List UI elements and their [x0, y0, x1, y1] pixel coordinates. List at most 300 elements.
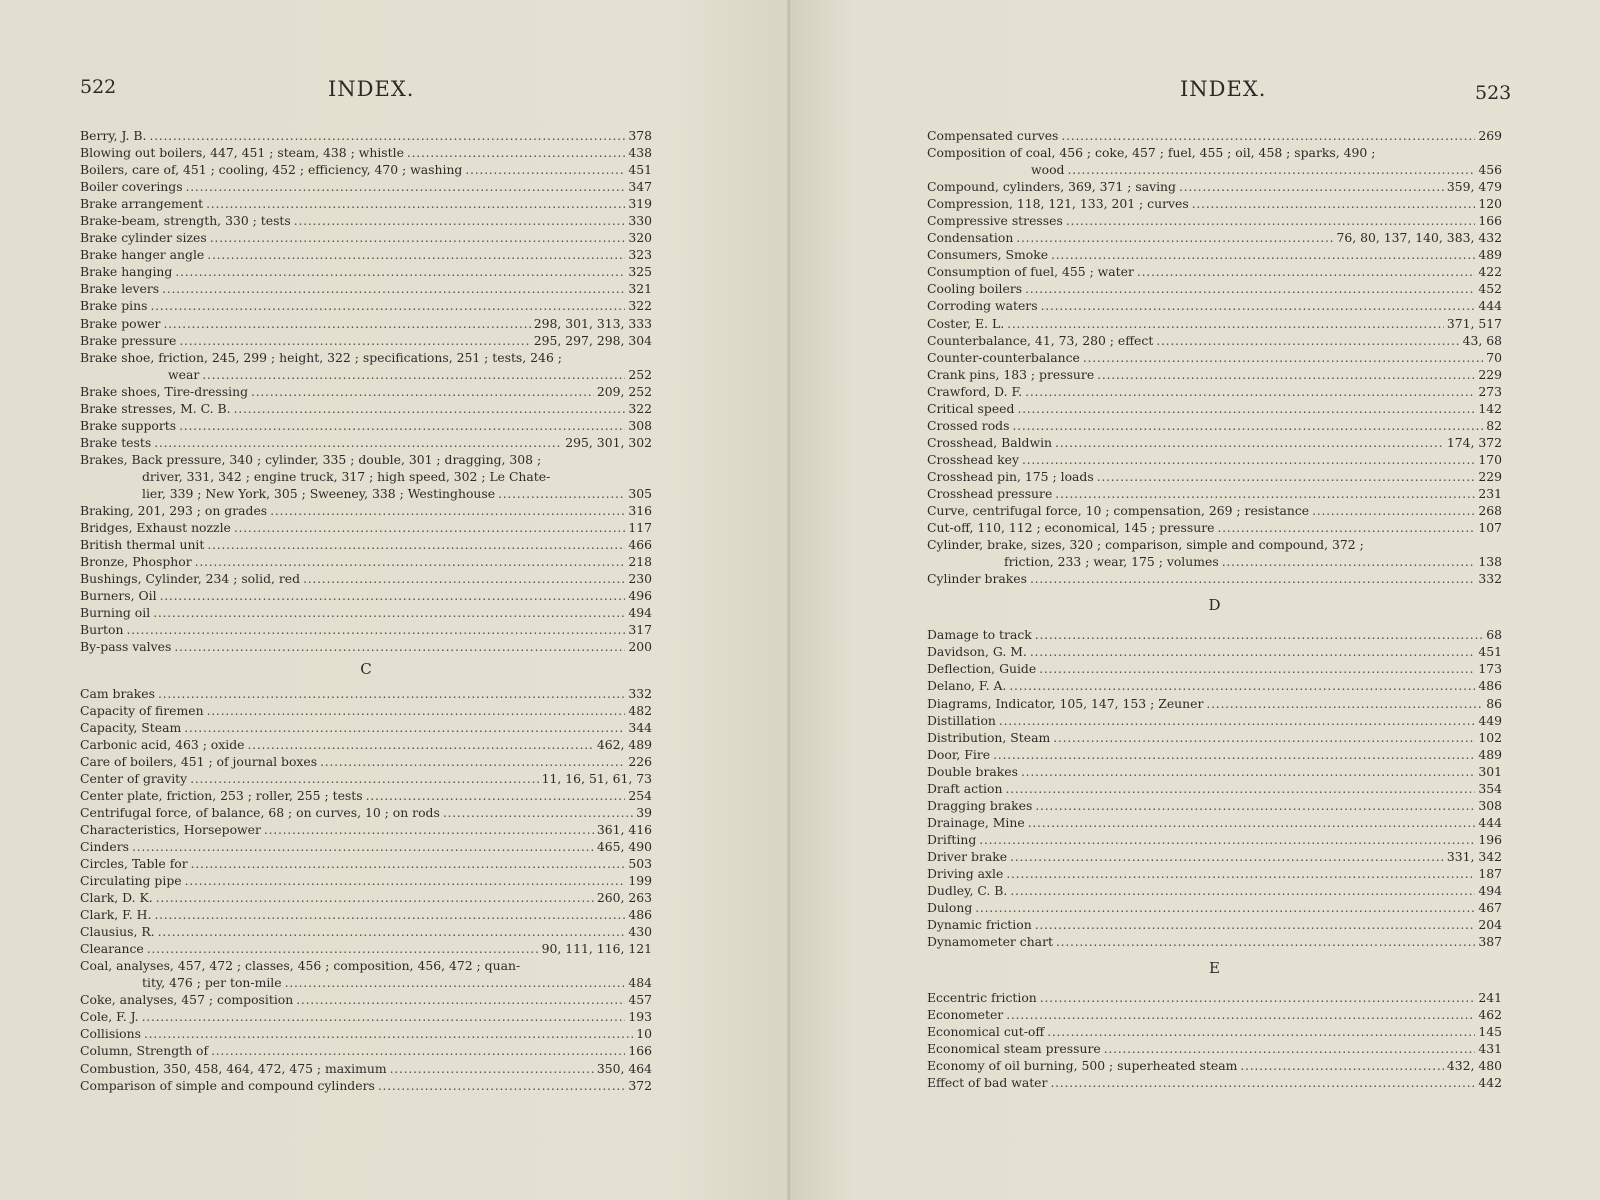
- entry-pages: 231: [1478, 485, 1502, 501]
- index-entry: [80, 434, 652, 451]
- index-entry: [927, 831, 1502, 848]
- entry-pages: 305: [628, 485, 652, 501]
- index-entry: [927, 989, 1502, 1006]
- index-entry: [927, 400, 1502, 417]
- entry-text: Deflection, Guide: [927, 661, 1037, 677]
- leader-dots: [407, 144, 625, 161]
- index-entry: [80, 1008, 652, 1025]
- entry-pages: 204: [1478, 917, 1502, 933]
- index-entry: [80, 940, 652, 957]
- entry-pages: 486: [1478, 678, 1502, 694]
- entry-text: Crosshead pin, 175 ; loads: [927, 468, 1094, 484]
- index-entry: [927, 229, 1502, 246]
- entry-text: British thermal unit: [80, 537, 205, 553]
- index-entry: [927, 349, 1502, 366]
- entry-text: Crawford, D. F.: [927, 383, 1023, 399]
- index-entry: [80, 872, 652, 889]
- entry-pages: 371, 517: [1446, 315, 1502, 331]
- index-entry: [80, 178, 652, 195]
- index-entry: [927, 536, 1502, 553]
- entry-pages: 218: [628, 554, 652, 570]
- index-entry: [927, 660, 1502, 677]
- entry-pages: 200: [628, 639, 652, 655]
- leader-dots: [465, 161, 625, 178]
- entry-text: Counter-counterbalance: [927, 349, 1080, 365]
- entry-pages: 145: [1478, 1024, 1502, 1040]
- entry-pages: 359, 479: [1446, 179, 1502, 195]
- index-entry: [927, 626, 1502, 643]
- leader-dots: [132, 838, 594, 855]
- index-entry: [80, 1025, 652, 1042]
- page-number: 522: [80, 76, 117, 98]
- leader-dots: [1028, 814, 1476, 831]
- entry-pages: 229: [1478, 366, 1502, 382]
- entry-text: Dudley, C. B.: [927, 883, 1008, 899]
- leader-dots: [1312, 502, 1475, 519]
- leader-dots: [1022, 451, 1475, 468]
- leader-dots: [1010, 882, 1475, 899]
- entry-text: Braking, 201, 293 ; on grades: [80, 503, 268, 519]
- leader-dots: [1040, 989, 1476, 1006]
- entry-pages: 451: [1478, 644, 1502, 660]
- index-entry: [80, 770, 652, 787]
- entry-text: By-pass valves: [80, 639, 172, 655]
- entry-pages: 438: [628, 145, 652, 161]
- leader-dots: [1051, 246, 1475, 263]
- entry-pages: 170: [1478, 451, 1502, 467]
- index-entry: [80, 804, 652, 821]
- leader-dots: [1053, 729, 1475, 746]
- index-entry: [80, 991, 652, 1008]
- entry-text: Column, Strength of: [80, 1043, 209, 1059]
- leader-dots: [158, 685, 625, 702]
- leader-dots: [1009, 677, 1475, 694]
- entry-text: Cinders: [80, 838, 129, 854]
- entry-text: Circulating pipe: [80, 873, 182, 889]
- leader-dots: [1012, 417, 1483, 434]
- leader-dots: [1035, 916, 1476, 933]
- leader-dots: [144, 1025, 633, 1042]
- entry-pages: 70: [1486, 349, 1502, 365]
- entry-text: Bridges, Exhaust nozzle: [80, 520, 231, 536]
- entry-text: Door, Fire: [927, 746, 991, 762]
- entry-text: Centrifugal force, of balance, 68 ; on curves, 10 ; on rods: [80, 804, 440, 820]
- index-entry: [927, 677, 1502, 694]
- index-entry: [80, 417, 652, 434]
- leader-dots: [1055, 434, 1444, 451]
- entry-pages: 209, 252: [596, 383, 652, 399]
- index-entry: [80, 400, 652, 417]
- entry-pages: 484: [628, 975, 652, 991]
- leader-dots: [207, 702, 626, 719]
- index-entry: [927, 916, 1502, 933]
- entry-pages: 494: [1478, 883, 1502, 899]
- entry-pages: 321: [628, 281, 652, 297]
- entry-pages: 378: [628, 128, 652, 143]
- entry-pages: 269: [1478, 128, 1502, 143]
- index-entry: [80, 212, 652, 229]
- leader-dots: [979, 831, 1475, 848]
- entry-text: Clark, F. H.: [80, 907, 152, 923]
- index-entry: [80, 821, 652, 838]
- index-entry: [80, 263, 652, 280]
- index-entry: [80, 195, 652, 212]
- entry-text: Delano, F. A.: [927, 678, 1007, 694]
- left-page: [0, 0, 790, 1200]
- index-entry: [80, 1042, 652, 1059]
- entry-text: Counterbalance, 41, 73, 280 ; effect: [927, 332, 1154, 348]
- index-entry: [927, 144, 1502, 161]
- entry-text: Driving axle: [927, 865, 1004, 881]
- entry-text: Drifting: [927, 831, 977, 847]
- entry-pages: 432, 480: [1446, 1058, 1502, 1074]
- index-entry: [80, 855, 652, 872]
- index-entry: [80, 144, 652, 161]
- entry-text: Characteristics, Horsepower: [80, 821, 261, 837]
- entry-text: Crank pins, 183 ; pressure: [927, 366, 1095, 382]
- entry-pages: 489: [1478, 746, 1502, 762]
- leader-dots: [1206, 695, 1483, 712]
- entry-pages: 76, 80, 137, 140, 383, 432: [1336, 230, 1502, 246]
- index-entry: [927, 933, 1502, 950]
- index-entry: [80, 297, 652, 314]
- leader-dots: [320, 753, 625, 770]
- index-entry: [80, 587, 652, 604]
- entry-pages: 11, 16, 51, 61, 73: [541, 770, 652, 786]
- entry-text: Circles, Table for: [80, 855, 188, 871]
- entry-text: Center of gravity: [80, 770, 188, 786]
- leader-dots: [147, 940, 539, 957]
- entry-pages: 422: [1478, 264, 1502, 280]
- index-entry: [80, 736, 652, 753]
- entry-pages: 457: [628, 992, 652, 1008]
- leader-dots: [1006, 1006, 1475, 1023]
- entry-text: Crosshead, Baldwin: [927, 434, 1053, 450]
- entry-text: Compression, 118, 121, 133, 201 ; curves: [927, 196, 1189, 212]
- index-entry: [927, 451, 1502, 468]
- index-entry: [927, 882, 1502, 899]
- entry-text: Brake tests: [80, 434, 152, 450]
- index-entry: [80, 246, 652, 263]
- leader-dots: [1240, 1057, 1443, 1074]
- entry-pages: 350, 464: [596, 1060, 652, 1076]
- index-entry: [80, 604, 652, 621]
- entry-pages: 482: [628, 702, 652, 718]
- index-entry: [80, 685, 652, 702]
- leader-dots: [202, 366, 625, 383]
- entry-text: Brake hanger angle: [80, 247, 205, 263]
- entry-pages: 268: [1478, 503, 1502, 519]
- leader-dots: [206, 195, 625, 212]
- leader-dots: [1047, 1023, 1475, 1040]
- index-entry: [927, 763, 1502, 780]
- leader-dots: [390, 1060, 594, 1077]
- entry-text: Compensated curves: [927, 128, 1059, 143]
- entry-text: Brake hanging: [80, 264, 173, 280]
- leader-dots: [1035, 626, 1483, 643]
- entry-text: Distribution, Steam: [927, 729, 1051, 745]
- entry-pages: 308: [1478, 797, 1502, 813]
- entry-pages: 301: [1478, 763, 1502, 779]
- entry-text: driver, 331, 342 ; engine truck, 317 ; high speed, 302 ; Le Chate-: [142, 468, 551, 484]
- entry-text: Coster, E. L.: [927, 315, 1005, 331]
- entry-text: Compound, cylinders, 369, 371 ; saving: [927, 179, 1176, 195]
- index-entry: [927, 212, 1502, 229]
- leader-dots: [185, 872, 626, 889]
- leader-dots: [1137, 263, 1475, 280]
- entry-text: Brake shoe, friction, 245, 299 ; height, 322 ; specifications, 251 ; tests, 246 ;: [80, 349, 562, 365]
- entry-text: Combustion, 350, 458, 464, 472, 475 ; maximum: [80, 1060, 387, 1076]
- entry-pages: 494: [628, 605, 652, 621]
- entry-text: Dynamometer chart: [927, 934, 1053, 950]
- index-entry: [927, 485, 1502, 502]
- index-entry-continuation: [80, 974, 652, 991]
- index-entry: [927, 417, 1502, 434]
- entry-text: Bronze, Phosphor: [80, 554, 192, 570]
- entry-text: Capacity, Steam: [80, 719, 182, 735]
- leader-dots: [1217, 519, 1475, 536]
- entry-text: Cole, F. J.: [80, 1009, 139, 1025]
- leader-dots: [179, 417, 625, 434]
- leader-dots: [1222, 553, 1476, 570]
- entry-pages: 486: [628, 907, 652, 923]
- index-entry: [927, 1057, 1502, 1074]
- entry-pages: 120: [1478, 196, 1502, 212]
- leader-dots: [156, 889, 594, 906]
- entry-text: Care of boilers, 451 ; of journal boxes: [80, 753, 318, 769]
- entry-text: Crosshead pressure: [927, 485, 1053, 501]
- index-column-right: [927, 127, 1502, 1092]
- leader-dots: [975, 899, 1475, 916]
- leader-dots: [1025, 383, 1475, 400]
- entry-text: Econometer: [927, 1007, 1004, 1023]
- leader-dots: [1066, 212, 1476, 229]
- index-entry: [80, 349, 652, 366]
- index-entry: [927, 746, 1502, 763]
- index-entry: [80, 451, 652, 468]
- index-entry: [927, 366, 1502, 383]
- entry-text: Brake cylinder sizes: [80, 230, 207, 246]
- entry-pages: 43, 68: [1462, 332, 1502, 348]
- index-entry: [927, 848, 1502, 865]
- running-head: INDEX.: [328, 77, 415, 101]
- leader-dots: [234, 519, 625, 536]
- index-entry: [80, 280, 652, 297]
- entry-pages: 142: [1478, 400, 1502, 416]
- entry-pages: 68: [1486, 627, 1502, 643]
- entry-pages: 107: [1478, 520, 1502, 536]
- entry-pages: 449: [1478, 712, 1502, 728]
- entry-pages: 456: [1478, 162, 1502, 178]
- leader-dots: [264, 821, 594, 838]
- leader-dots: [1021, 763, 1475, 780]
- entry-pages: 451: [628, 162, 652, 178]
- index-entry: [927, 297, 1502, 314]
- entry-pages: 361, 416: [596, 821, 652, 837]
- entry-pages: 166: [628, 1043, 652, 1059]
- entry-pages: 332: [1478, 571, 1502, 587]
- leader-dots: [999, 712, 1475, 729]
- entry-pages: 466: [628, 537, 652, 553]
- leader-dots: [294, 212, 626, 229]
- entry-text: Composition of coal, 456 ; coke, 457 ; fuel, 455 ; oil, 458 ; sparks, 490 ;: [927, 145, 1376, 161]
- entry-pages: 347: [628, 179, 652, 195]
- leader-dots: [251, 383, 594, 400]
- entry-pages: 230: [628, 571, 652, 587]
- entry-text: Brakes, Back pressure, 340 ; cylinder, 335 ; double, 301 ; dragging, 308 ;: [80, 451, 542, 467]
- leader-dots: [190, 770, 539, 787]
- entry-text: Burning oil: [80, 605, 151, 621]
- index-entry: [80, 702, 652, 719]
- entry-pages: 323: [628, 247, 652, 263]
- entry-text: Boiler coverings: [80, 179, 183, 195]
- entry-text: Burners, Oil: [80, 588, 157, 604]
- entry-pages: 102: [1478, 729, 1502, 745]
- index-entry: [927, 1023, 1502, 1040]
- leader-dots: [162, 280, 625, 297]
- leader-dots: [1005, 780, 1475, 797]
- index-entry: [927, 1006, 1502, 1023]
- index-entry: [80, 502, 652, 519]
- entry-pages: 331, 342: [1446, 848, 1502, 864]
- index-entry: [927, 797, 1502, 814]
- entry-pages: 196: [1478, 831, 1502, 847]
- entry-pages: 252: [628, 366, 652, 382]
- index-entry: [927, 127, 1502, 144]
- index-entry: [927, 332, 1502, 349]
- index-entry: [80, 1077, 652, 1094]
- entry-pages: 354: [1478, 780, 1502, 796]
- index-entry: [80, 519, 652, 536]
- entry-pages: 273: [1478, 383, 1502, 399]
- index-entry: [927, 780, 1502, 797]
- index-entry: [80, 621, 652, 638]
- entry-text: Draft action: [927, 780, 1003, 796]
- running-head: INDEX.: [1180, 77, 1267, 101]
- entry-pages: 316: [628, 503, 652, 519]
- entry-text: Curve, centrifugal force, 10 ; compensation, 269 ; resistance: [927, 503, 1310, 519]
- entry-pages: 496: [628, 588, 652, 604]
- entry-text: Brake levers: [80, 281, 160, 297]
- entry-pages: 489: [1478, 247, 1502, 263]
- entry-text: Clearance: [80, 941, 144, 957]
- leader-dots: [207, 246, 625, 263]
- index-entry: [80, 638, 652, 655]
- index-entry: [927, 814, 1502, 831]
- index-entry: [927, 263, 1502, 280]
- entry-text: Coal, analyses, 457, 472 ; classes, 456 ; composition, 456, 472 ; quan-: [80, 958, 521, 974]
- leader-dots: [150, 297, 625, 314]
- entry-text: Economy of oil burning, 500 ; superheated steam: [927, 1058, 1238, 1074]
- leader-dots: [234, 400, 626, 417]
- entry-pages: 319: [628, 196, 652, 212]
- entry-pages: 241: [1478, 990, 1502, 1006]
- leader-dots: [1017, 400, 1475, 417]
- index-entry: [80, 570, 652, 587]
- index-entry: [80, 383, 652, 400]
- entry-text: Crossed rods: [927, 417, 1010, 433]
- leader-dots: [285, 974, 626, 991]
- index-entry-continuation: [80, 468, 652, 485]
- leader-dots: [1006, 865, 1475, 882]
- index-entry-continuation: [927, 553, 1502, 570]
- entry-text: tity, 476 ; per ton-mile: [142, 975, 282, 991]
- entry-pages: 372: [628, 1077, 652, 1093]
- index-entry: [927, 519, 1502, 536]
- entry-pages: 229: [1478, 468, 1502, 484]
- leader-dots: [1097, 468, 1476, 485]
- index-entry: [80, 229, 652, 246]
- entry-pages: 330: [628, 213, 652, 229]
- index-entry: [927, 195, 1502, 212]
- index-entry: [927, 570, 1502, 587]
- index-entry: [927, 1074, 1502, 1091]
- leader-dots: [247, 736, 593, 753]
- entry-text: Consumers, Smoke: [927, 247, 1049, 263]
- entry-text: Double brakes: [927, 763, 1018, 779]
- leader-dots: [1041, 297, 1476, 314]
- entry-pages: 166: [1478, 213, 1502, 229]
- entry-pages: 320: [628, 230, 652, 246]
- leader-dots: [993, 746, 1475, 763]
- index-entry: [927, 178, 1502, 195]
- entry-pages: 138: [1478, 554, 1502, 570]
- entry-pages: 322: [628, 400, 652, 416]
- entry-text: Diagrams, Indicator, 105, 147, 153 ; Zeuner: [927, 695, 1204, 711]
- entry-text: Clausius, R.: [80, 924, 155, 940]
- leader-dots: [378, 1077, 625, 1094]
- entry-text: Brake pressure: [80, 332, 177, 348]
- entry-text: Center plate, friction, 253 ; roller, 255 ; tests: [80, 787, 363, 803]
- entry-pages: 117: [628, 520, 652, 536]
- index-entry: [927, 383, 1502, 400]
- leader-dots: [142, 1008, 626, 1025]
- leader-dots: [366, 787, 626, 804]
- leader-dots: [175, 263, 625, 280]
- entry-pages: 344: [628, 719, 652, 735]
- index-entry-continuation: [927, 161, 1502, 178]
- index-entry: [80, 787, 652, 804]
- index-entry: [80, 889, 652, 906]
- leader-dots: [1035, 797, 1475, 814]
- index-entry: [927, 280, 1502, 297]
- leader-dots: [1025, 280, 1475, 297]
- index-entry: [927, 865, 1502, 882]
- entry-text: Drainage, Mine: [927, 814, 1025, 830]
- entry-pages: 462: [1478, 1007, 1502, 1023]
- index-entry: [80, 1060, 652, 1077]
- entry-text: Burton: [80, 622, 124, 638]
- leader-dots: [126, 621, 625, 638]
- entry-text: Brake-beam, strength, 330 ; tests: [80, 213, 291, 229]
- leader-dots: [158, 923, 626, 940]
- entry-text: Coke, analyses, 457 ; composition: [80, 992, 294, 1008]
- leader-dots: [1055, 485, 1475, 502]
- entry-text: Consumption of fuel, 455 ; water: [927, 264, 1134, 280]
- entry-text: Comparison of simple and compound cylinders: [80, 1077, 375, 1093]
- entry-text: Cylinder, brake, sizes, 320 ; comparison, simple and compound, 372 ;: [927, 537, 1364, 553]
- leader-dots: [1056, 933, 1475, 950]
- entry-text: Critical speed: [927, 400, 1015, 416]
- index-entry: [927, 712, 1502, 729]
- index-entry-continuation: [80, 485, 652, 502]
- index-entry: [927, 1040, 1502, 1057]
- entry-pages: 254: [628, 787, 652, 803]
- index-entry: [927, 643, 1502, 660]
- entry-text: Brake stresses, M. C. B.: [80, 400, 231, 416]
- leader-dots: [1010, 848, 1444, 865]
- index-entry: [80, 719, 652, 736]
